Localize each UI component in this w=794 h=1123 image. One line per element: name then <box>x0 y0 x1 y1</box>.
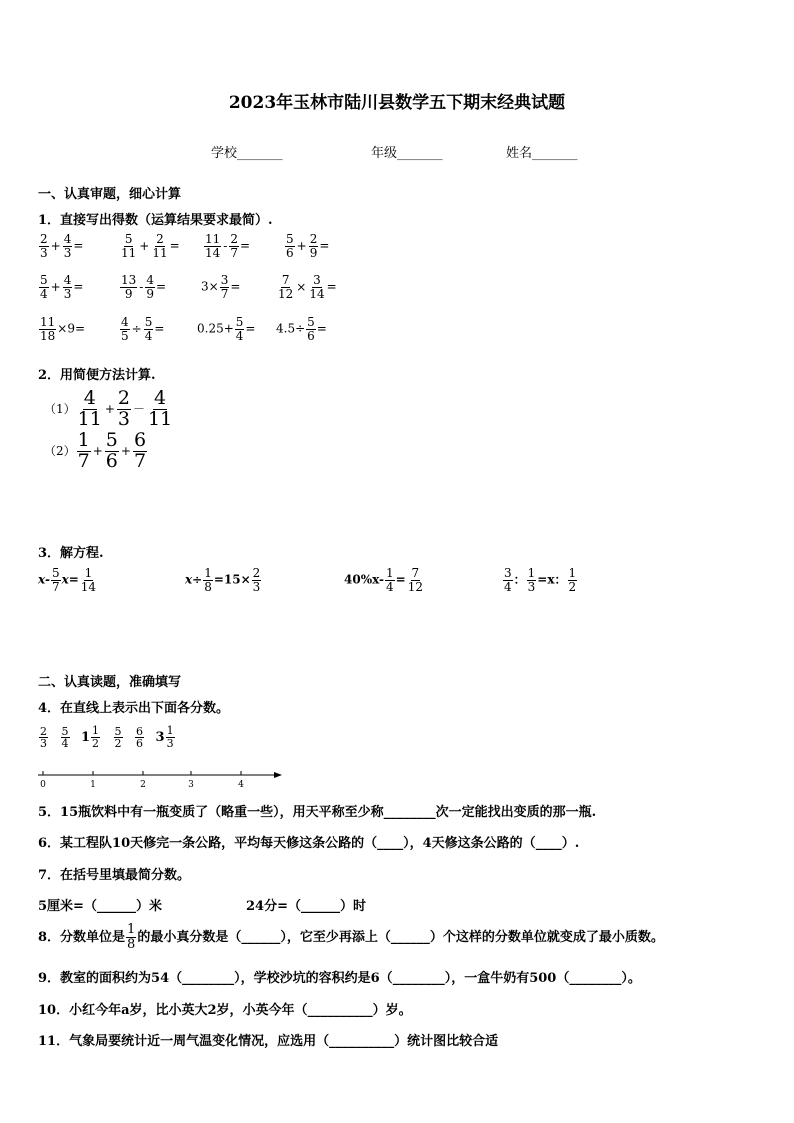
operator: + <box>139 238 150 253</box>
fraction <box>77 389 103 430</box>
numerator: 2 <box>40 724 47 738</box>
part-label: （2） <box>44 443 76 458</box>
equation-prefix: 40%x- <box>344 572 385 587</box>
equals-sign: = <box>154 321 165 336</box>
numerator: 5 <box>105 429 118 451</box>
expression-tail: ×9= <box>57 321 86 336</box>
q7-a-unit: ）米 <box>135 899 162 914</box>
fraction <box>63 274 73 300</box>
answer-blank[interactable]: __________ <box>329 1034 395 1049</box>
q1-r2-d <box>276 274 337 300</box>
answer-blank[interactable]: ____ <box>377 836 404 851</box>
numerator: 4 <box>154 387 167 409</box>
tick-label: 0 <box>40 780 46 790</box>
answer-blank[interactable]: ________ <box>383 805 436 820</box>
denominator: 7 <box>133 449 147 472</box>
expression-prefix: 0.25+ <box>197 321 234 336</box>
numerator: 7 <box>411 566 420 580</box>
q6-text: 6．某工程队10天修完一条公路，平均每天修这条公路的（ <box>38 836 378 851</box>
q2-label: 2．用简便方法计算. <box>38 368 156 383</box>
q5-text: 5．15瓶饮料中有一瓶变质了（略重一些），用天平称至少称 <box>38 805 384 820</box>
denominator: 2 <box>568 579 577 594</box>
numerator: 11 <box>205 232 221 246</box>
q4-fraction-list <box>38 725 176 750</box>
operator: － <box>132 401 145 416</box>
denominator: 6 <box>105 449 118 472</box>
fraction <box>385 567 395 593</box>
denominator: 14 <box>205 245 221 260</box>
denominator: 11 <box>77 407 102 430</box>
fraction <box>568 567 578 593</box>
q1-r1-c <box>203 233 250 259</box>
q7-b-unit: ）时 <box>339 899 366 914</box>
q8 <box>38 923 664 953</box>
q5-tail: 次一定能找出变质的那一瓶. <box>435 805 597 820</box>
name-blank: _______ <box>532 146 578 161</box>
fraction <box>120 274 137 300</box>
fraction <box>277 274 294 300</box>
q1-label: 1．直接写出得数（运算结果要求最简）. <box>38 213 273 228</box>
fraction <box>235 316 245 342</box>
equals-sign: = <box>73 279 84 294</box>
answer-blank[interactable]: ________ <box>569 971 622 986</box>
numerator: 5 <box>124 232 133 246</box>
school-label: 学校 <box>211 146 238 161</box>
denominator: 4 <box>144 328 153 343</box>
q1-r3-c <box>197 316 255 342</box>
denominator: 14 <box>309 286 325 301</box>
arrow-icon <box>274 772 282 778</box>
denominator: 4 <box>504 579 512 594</box>
q11-tail: ）统计图比较合适 <box>394 1034 499 1049</box>
numerator: 1 <box>127 922 136 938</box>
denominator: 11 <box>121 245 137 260</box>
q9-middle-1: ），学校沙坑的容积约是6（ <box>234 971 393 986</box>
q5 <box>38 801 596 820</box>
section-1-heading: 一、认真审题，细心计算 <box>38 187 182 202</box>
q3-equation-3 <box>344 567 425 593</box>
grade-field[interactable] <box>371 142 443 161</box>
q8-tail: ）个这样的分数单位就变成了最小质数。 <box>429 930 664 945</box>
denominator: 6 <box>136 737 144 751</box>
answer-blank[interactable]: __________ <box>307 1003 373 1018</box>
fraction <box>39 316 56 342</box>
q8-text: 8．分数单位是 <box>38 930 126 945</box>
numerator: 5 <box>51 566 60 580</box>
fraction <box>220 274 230 300</box>
q2-part-1 <box>44 389 174 430</box>
fraction <box>61 726 70 750</box>
numerator: 6 <box>133 429 147 451</box>
numerator: 3 <box>504 566 512 580</box>
numerator: 2 <box>156 232 164 246</box>
denominator: 3 <box>40 737 47 751</box>
q8-middle-1: 的最小真分数是（ <box>137 930 242 945</box>
fraction <box>309 233 319 259</box>
q3-equation-1 <box>38 567 98 593</box>
tick-label: 2 <box>140 780 146 790</box>
fraction <box>285 233 295 259</box>
equals-sign: = <box>169 238 180 253</box>
q10-tail: ）岁。 <box>372 1003 412 1018</box>
q9 <box>38 967 641 986</box>
page-title: 2023年玉林市陆川县数学五下期末经典试题 <box>228 93 566 113</box>
q1-r3-a <box>38 316 85 342</box>
numerator: 13 <box>121 273 137 287</box>
equals-sign: = <box>319 238 330 253</box>
whole-part: 1 <box>81 729 91 745</box>
fraction <box>204 233 221 259</box>
denominator: 7 <box>220 286 229 301</box>
q3-equation-4 <box>502 567 578 593</box>
grade-blank: _______ <box>397 146 443 161</box>
q11 <box>38 1030 498 1049</box>
denominator: 6 <box>307 328 315 343</box>
q7-label: 7．在括号里填最简分数。 <box>38 868 191 883</box>
denominator: 7 <box>77 449 90 472</box>
fraction <box>503 567 513 593</box>
numerator: 3 <box>220 273 229 287</box>
operator: ÷ <box>131 321 142 336</box>
fraction <box>145 274 155 300</box>
fraction <box>203 567 213 593</box>
fraction <box>229 233 239 259</box>
q4-label: 4．在直线上表示出下面各分数。 <box>38 701 230 716</box>
fraction <box>308 274 325 300</box>
q7-a-text: 5厘米=（ <box>38 899 97 914</box>
mixed-number <box>81 724 101 750</box>
q10-text: 10．小红今年a岁，比小英大2岁，小英今年（ <box>38 1003 308 1018</box>
denominator: 6 <box>286 245 294 260</box>
denominator: 2 <box>92 736 100 750</box>
numerator: 6 <box>136 724 144 738</box>
school-field[interactable] <box>211 142 283 161</box>
q1-r1-d <box>284 233 329 259</box>
q10 <box>38 999 412 1018</box>
denominator: 2 <box>114 737 122 751</box>
operator: + <box>92 443 103 458</box>
answer-blank[interactable]: ________ <box>182 971 235 986</box>
fraction <box>252 567 262 593</box>
whole-part: 3 <box>155 729 165 745</box>
fraction <box>527 567 537 593</box>
q1-r3-b <box>119 316 164 342</box>
equation-middle: x= <box>61 572 79 587</box>
tick-label: 1 <box>90 780 96 790</box>
operator: - <box>139 279 144 294</box>
equation-prefix: x÷ <box>185 572 203 587</box>
operator: + <box>50 279 61 294</box>
numerator: 2 <box>230 232 238 246</box>
numerator: 4 <box>83 387 96 409</box>
q1-r1-a <box>38 233 83 259</box>
expression-prefix: 4.5÷ <box>276 321 306 336</box>
operator: + <box>296 238 307 253</box>
equals-sign: = <box>155 279 167 294</box>
numerator: 3 <box>313 273 321 287</box>
numerator: 5 <box>307 315 315 329</box>
equation-middle: = <box>395 572 406 587</box>
numerator: 5 <box>286 232 294 246</box>
q1-r2-a <box>38 274 83 300</box>
mixed-number <box>155 724 176 750</box>
numerator: 5 <box>144 315 153 329</box>
answer-blank[interactable]: ______ <box>241 930 281 945</box>
denominator: 3 <box>63 286 72 301</box>
answer-blank[interactable]: ____ <box>535 836 562 851</box>
denominator: 8 <box>127 937 136 952</box>
denominator: 3 <box>527 579 536 594</box>
fraction <box>39 726 48 750</box>
numerator: 1 <box>527 566 536 580</box>
q9-text: 9．教室的面积约为54（ <box>38 971 183 986</box>
denominator: 4 <box>386 579 394 594</box>
ratio-colon: ： <box>513 572 526 587</box>
q1-r3-d <box>276 316 327 342</box>
numerator: 5 <box>40 273 48 287</box>
numerator: 5 <box>61 724 69 738</box>
q6-tail: ）. <box>561 836 580 851</box>
denominator: 9 <box>146 286 154 301</box>
equals-sign: = <box>316 321 327 336</box>
fraction <box>126 923 136 951</box>
numerator: 2 <box>117 387 130 409</box>
denominator: 14 <box>80 579 97 594</box>
fraction <box>133 431 147 472</box>
fraction <box>120 233 137 259</box>
denominator: 11 <box>148 407 173 430</box>
denominator: 5 <box>121 328 129 343</box>
numerator: 11 <box>40 315 56 329</box>
q3-equation-2 <box>185 567 262 593</box>
denominator: 7 <box>230 245 238 260</box>
name-field[interactable] <box>506 142 578 161</box>
equation-middle: =15× <box>213 572 251 587</box>
fraction <box>117 389 131 430</box>
fraction <box>151 233 168 259</box>
tick-label: 3 <box>188 780 194 790</box>
denominator: 7 <box>51 579 60 594</box>
fraction <box>306 316 316 342</box>
q7-a <box>38 895 162 914</box>
fraction <box>63 233 73 259</box>
fraction <box>166 725 175 749</box>
operator: + <box>50 238 61 253</box>
fraction <box>91 725 100 749</box>
operator: + <box>120 443 131 458</box>
fraction <box>105 431 119 472</box>
q9-middle-2: ），一盒牛奶有500（ <box>444 971 570 986</box>
name-label: 姓名 <box>506 146 533 161</box>
q1-r2-c <box>201 274 240 300</box>
equals-sign: = <box>230 279 241 294</box>
denominator: 3 <box>117 407 130 430</box>
operator: × <box>296 279 307 294</box>
denominator: 4 <box>61 737 69 751</box>
fraction <box>147 389 173 430</box>
fraction <box>80 567 97 593</box>
expression-prefix: 3× <box>201 279 219 294</box>
numerator: 1 <box>166 724 174 737</box>
answer-blank[interactable]: ______ <box>390 930 430 945</box>
numerator: 1 <box>204 566 212 580</box>
q7-b <box>246 895 366 914</box>
q11-text: 11．气象局要统计近一周气温变化情况，应选用（ <box>38 1034 330 1049</box>
denominator: 18 <box>40 328 56 343</box>
numerator: 1 <box>568 566 577 580</box>
numerator: 1 <box>386 566 394 580</box>
school-blank: _______ <box>237 146 283 161</box>
tick-label: 4 <box>238 780 244 790</box>
q1-r2-b <box>119 274 166 300</box>
denominator: 3 <box>63 245 72 260</box>
q7-b-text: 24分=（ <box>246 899 301 914</box>
part-label: （1） <box>44 401 76 416</box>
numerator: 2 <box>252 566 261 580</box>
numerator: 4 <box>146 273 154 287</box>
denominator: 8 <box>204 579 212 594</box>
q6-middle: ），4天修这条公路的（ <box>403 836 536 851</box>
denominator: 11 <box>152 245 168 260</box>
fraction <box>144 316 154 342</box>
fraction <box>407 567 424 593</box>
denominator: 4 <box>40 286 48 301</box>
numerator: 2 <box>40 232 48 246</box>
denominator: 12 <box>278 286 294 301</box>
numerator: 7 <box>281 273 290 287</box>
number-line <box>34 768 286 792</box>
denominator: 9 <box>309 245 318 260</box>
operator: + <box>104 401 115 416</box>
denominator: 4 <box>235 328 244 343</box>
answer-blank[interactable]: ______ <box>300 899 340 914</box>
fraction <box>135 726 144 750</box>
fraction <box>39 274 49 300</box>
numerator: 5 <box>235 315 244 329</box>
answer-blank[interactable]: ________ <box>392 971 445 986</box>
fraction <box>114 726 123 750</box>
equation-prefix: x- <box>38 572 50 587</box>
denominator: 9 <box>124 286 133 301</box>
numerator: 1 <box>77 429 90 451</box>
equals-sign: = <box>73 238 84 253</box>
q1-r1-b <box>119 233 180 259</box>
q6 <box>38 832 579 851</box>
denominator: 3 <box>252 579 261 594</box>
fraction <box>77 431 91 472</box>
equation-middle: =x： <box>537 572 567 587</box>
numerator: 4 <box>63 232 72 246</box>
answer-blank[interactable]: ______ <box>96 899 136 914</box>
operator: - <box>223 238 228 253</box>
fraction <box>120 316 130 342</box>
fraction <box>39 233 49 259</box>
q3-label: 3．解方程. <box>38 546 104 561</box>
numerator: 5 <box>114 724 122 738</box>
q8-middle-2: ），它至少再添上（ <box>280 930 391 945</box>
q2-part-2 <box>44 431 148 472</box>
numerator: 1 <box>84 566 93 580</box>
section-2-heading: 二、认真读题，准确填写 <box>38 675 182 690</box>
numerator: 2 <box>309 232 318 246</box>
denominator: 3 <box>166 736 174 750</box>
denominator: 3 <box>40 245 48 260</box>
numerator: 4 <box>63 273 72 287</box>
equals-sign: = <box>326 279 337 294</box>
denominator: 12 <box>407 579 424 594</box>
numerator: 4 <box>121 315 129 329</box>
equals-sign: = <box>239 238 251 253</box>
grade-label: 年级 <box>371 146 398 161</box>
equals-sign: = <box>245 321 256 336</box>
numerator: 1 <box>92 724 100 737</box>
fraction <box>51 567 61 593</box>
q9-tail: ）。 <box>621 971 641 986</box>
